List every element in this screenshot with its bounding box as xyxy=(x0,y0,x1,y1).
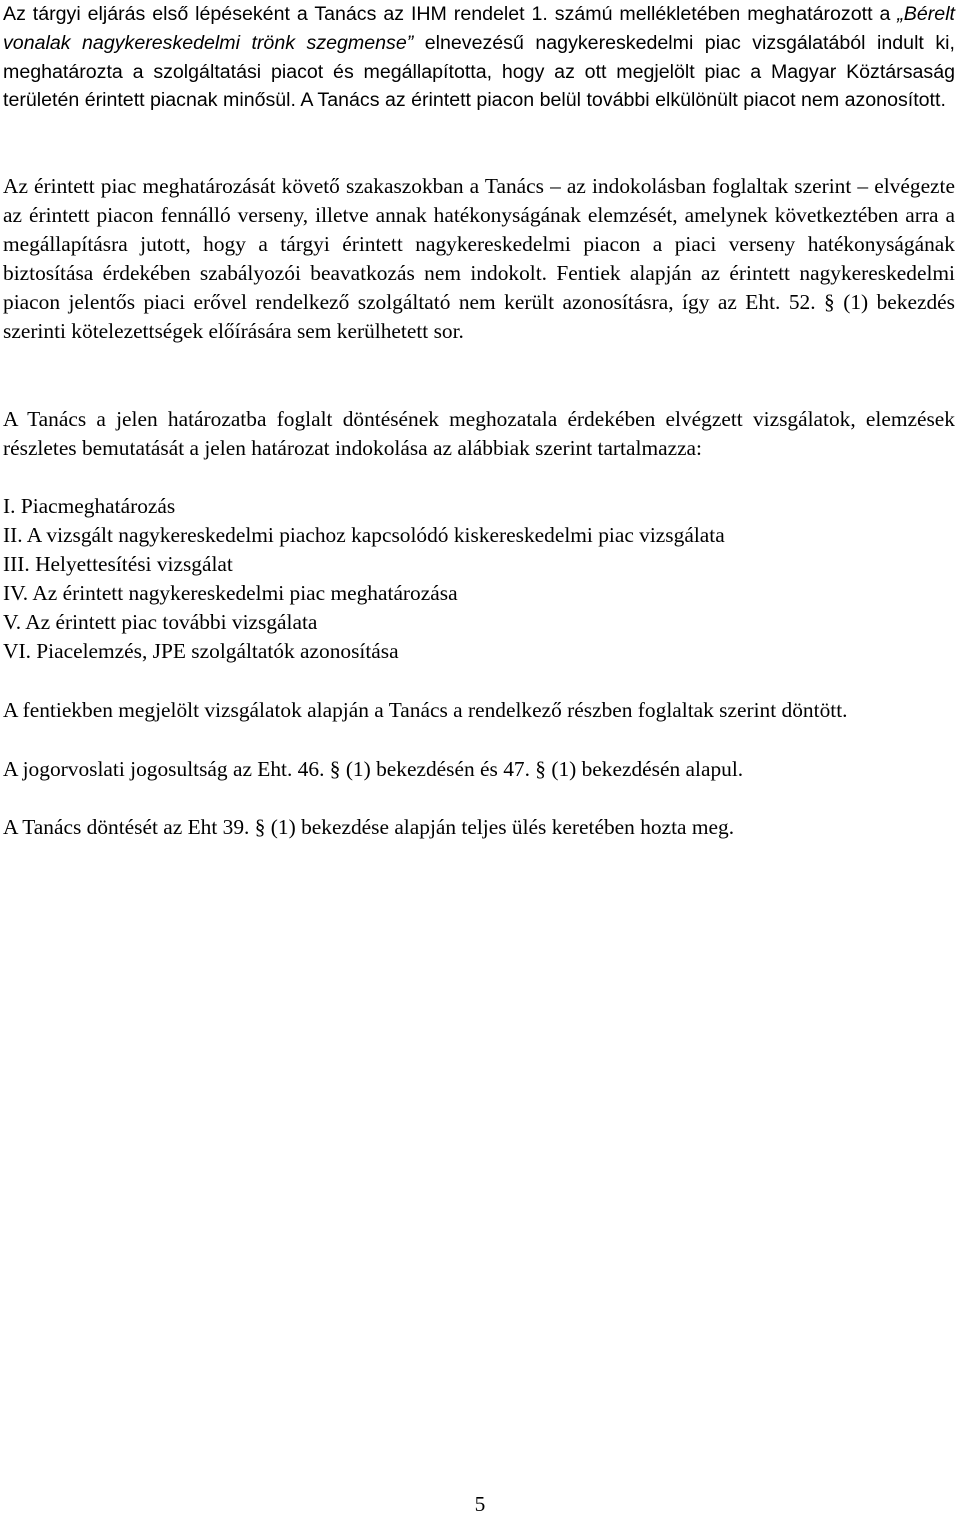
paragraph-1-post: elnevezésű nagykereskedelmi piac vizsgálatából indult ki, meghatározta a szolgáltatási piacot és megállapította, hogy az ott megjelölt piac a Magyar Köztársaság területén érintett piacnak minősül. A Tanács az érintett piacon belül további elkülönült piacot nem azonosított. xyxy=(3,31,955,112)
list-item: I. Piacmeghatározás xyxy=(3,494,176,518)
paragraph-1-pre: Az tárgyi eljárás első lépéseként a Tanács az IHM rendelet 1. számú mellékletében meghatározott a xyxy=(3,3,898,25)
paragraph-legal-remedy: A jogorvoslati jogosultság az Eht. 46. § (1) bekezdésén és 47. § (1) bekezdésén alapul. xyxy=(3,757,744,781)
list-item: II. A vizsgált nagykereskedelmi piachoz kapcsolódó kiskereskedelmi piac vizsgálata xyxy=(3,523,725,547)
list-item: III. Helyettesítési vizsgálat xyxy=(3,552,233,576)
list-item: V. Az érintett piac további vizsgálata xyxy=(3,610,318,634)
page-number: 5 xyxy=(474,1492,486,1516)
paragraph-plenary-session: A Tanács döntését az Eht 39. § (1) bekezdése alapján teljes ülés keretében hozta meg. xyxy=(3,815,735,839)
paragraph-1-market-name: „Bérelt vonalak nagykereskedelmi trönk szegmense” xyxy=(3,3,955,54)
list-item: VI. Piacelemzés, JPE szolgáltatók azonosítása xyxy=(3,639,399,663)
paragraph-decision-basis: A fentiekben megjelölt vizsgálatok alapján a Tanács a rendelkező részben foglaltak szerint döntött. xyxy=(3,698,848,722)
paragraph-contents-intro: A Tanács a jelen határozatba foglalt döntésének meghozatala érdekében elvégzett vizsgálatok, elemzések részletes bemutatását a jelen határozat indokolása az alábbiak szerint tartalmazza: xyxy=(3,407,955,460)
paragraph-market-definition xyxy=(3,0,955,115)
paragraph-competition-analysis: Az érintett piac meghatározását követő szakaszokban a Tanács – az indokolásban foglaltak szerint – elvégezte az érintett piacon fennálló verseny, illetve annak hatékonyságának elemzését, amelynek következtében arra a megállapításra jutott, hogy a tárgyi érintett nagykereskedelmi piacon a piaci verseny hatékonyságának biztosítása érdekében szabályozói beavatkozás nem indokolt. Fentiek alapján az érintett nagykereskedelmi piacon jelentős piaci erővel rendelkező szolgáltató nem került azonosításra, így az Eht. 52. § (1) bekezdés szerinti kötelezettségek előírására sem kerülhetett sor. xyxy=(3,174,955,343)
contents-list xyxy=(3,492,955,666)
list-item: IV. Az érintett nagykereskedelmi piac meghatározása xyxy=(3,581,458,605)
